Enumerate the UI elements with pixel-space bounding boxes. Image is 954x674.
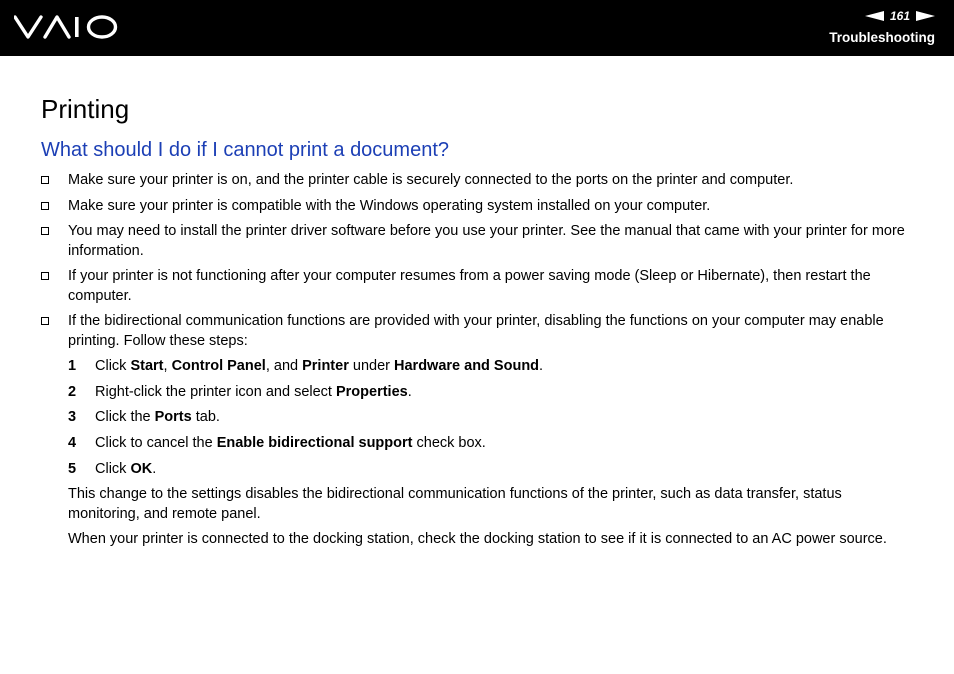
step-text: check box. [412,435,486,452]
previous-page-arrow-icon[interactable] [865,11,884,21]
step-text: , [163,358,172,374]
page-navigation [865,8,935,24]
step-ui-term: Printer [302,358,349,374]
step-text: Right-click the printer icon and select [95,383,336,400]
question-heading: What should I do if I cannot print a document? [41,139,450,161]
step-ui-term: Hardware and Sound [394,358,540,374]
step-text: Click the [95,409,155,426]
step-text: . [539,358,544,374]
checkbox-bullet-icon [41,227,49,235]
page-header [0,0,954,56]
page-number: 161 [889,9,910,23]
step-number: 3 [68,409,77,426]
checkbox-bullet-icon [41,202,49,210]
note-paragraph: When your printer is connected to the docking station, check the docking station to see if it is connected to an AC power source. [68,531,887,548]
step-ui-term: Start [130,358,164,374]
step-text: . [407,383,412,400]
bullet-item: If the bidirectional communication functions are provided with your printer, disabling the functions on your computer may enable printing. Follow these steps: [41,312,913,351]
step-text: under [348,358,395,374]
step-item [41,408,913,428]
bullet-item: If your printer is not functioning after your computer resumes from a power saving mode (Sleep or Hibernate), then restart the computer. [41,267,913,306]
next-page-arrow-icon[interactable] [916,11,935,21]
step-text: Click to cancel the [95,435,217,452]
step-text: tab. [191,409,220,426]
step-ui-term: Enable bidirectional support [216,435,413,452]
step-number: 1 [68,358,77,374]
step-text: Click [95,460,131,477]
page-title: Printing [41,94,130,124]
bullet-item: Make sure your printer is on, and the printer cable is securely connected to the ports on the printer and computer. [41,171,913,191]
note-paragraph: This change to the settings disables the bidirectional communication functions of the printer, such as data transfer, status monitoring, and remote panel. [68,486,842,522]
step-ui-term: OK [130,460,153,477]
step-item [41,383,913,403]
step-number: 5 [68,460,77,477]
step-ui-term: Properties [335,383,408,400]
step-item [41,434,913,454]
step-number: 4 [68,435,77,452]
step-text: . [152,460,157,477]
step-text: Click [95,358,131,374]
bullet-item: Make sure your printer is compatible with the Windows operating system installed on your computer. [41,197,913,217]
content [41,171,913,556]
checkbox-bullet-icon [41,317,49,325]
checkbox-bullet-icon [41,176,49,184]
step-number: 2 [68,383,77,400]
step-text: , and [265,358,303,374]
step-ui-term: Control Panel [171,358,266,374]
checkbox-bullet-icon [41,272,49,280]
section-label: Troubleshooting [829,30,935,45]
step-ui-term: Ports [154,409,192,426]
bullet-item: You may need to install the printer driver software before you use your printer. See the manual that came with your printer for more information. [41,222,913,261]
step-list [41,357,913,479]
step-item [41,460,913,480]
step-item [41,357,913,377]
vaio-logo [14,14,120,41]
